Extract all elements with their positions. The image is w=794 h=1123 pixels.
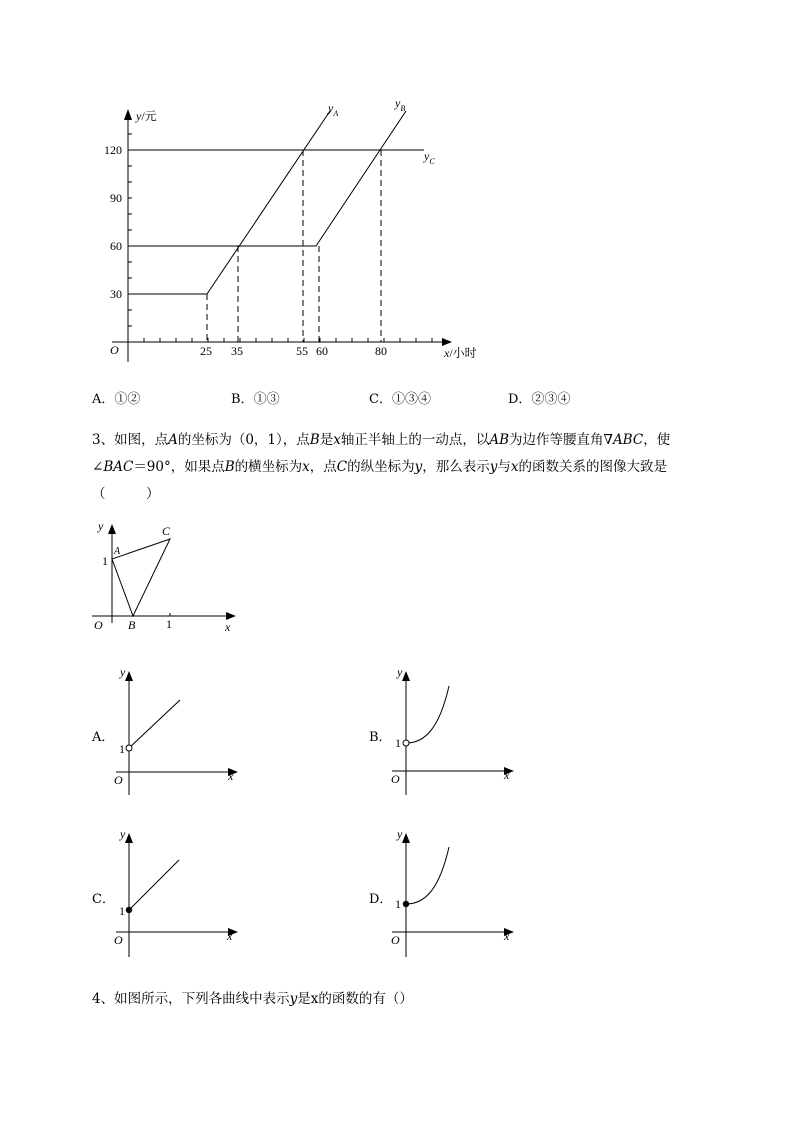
q3-option-a-graph[interactable] xyxy=(108,660,243,795)
cost-function-chart xyxy=(0,0,794,380)
series-ya-label: $y_A$ xyxy=(328,101,339,118)
svg-text:C: C xyxy=(162,524,171,538)
svg-text:x: x xyxy=(228,769,234,783)
q2-option-c[interactable]: C．①③④ xyxy=(369,392,431,407)
y-axis-arrow xyxy=(124,109,132,120)
svg-text:B: B xyxy=(128,618,136,632)
svg-text:O: O xyxy=(391,772,400,786)
q3-option-c-graph[interactable] xyxy=(108,822,243,957)
svg-text:A: A xyxy=(114,546,121,557)
q3-text-line-2: ∠BAC＝90°，如果点B的横坐标为x，点C的纵坐标为y，那么表示y与x的函数关系的图像大致是 xyxy=(92,459,668,475)
filled-dot xyxy=(403,901,409,907)
series-ya-line xyxy=(128,111,330,294)
q3-text-line-1: 3、如图，点A的坐标为（0，1），点B是x轴正半轴上的一动点，以AB为边作等腰直角∇ABC，使 xyxy=(92,432,671,448)
svg-text:O: O xyxy=(114,773,123,787)
q3-triangle-figure xyxy=(80,515,250,637)
svg-text:1: 1 xyxy=(395,897,401,911)
series-yc-label: $y_C$ xyxy=(424,149,435,166)
svg-text:x: x xyxy=(225,620,231,634)
svg-text:O: O xyxy=(94,618,103,632)
x-tick-label: 80 xyxy=(375,344,387,358)
q3-option-d-label[interactable]: D． xyxy=(369,892,393,907)
q3-option-c-label[interactable]: C． xyxy=(92,892,115,907)
svg-text:y: y xyxy=(397,665,403,679)
svg-text:x: x xyxy=(227,929,233,943)
filled-dot xyxy=(126,907,132,913)
svg-text:1: 1 xyxy=(119,904,125,918)
y-tick-label: 30 xyxy=(110,287,122,301)
x-tick-label: 35 xyxy=(231,344,243,358)
q3-option-b-label[interactable]: B． xyxy=(369,730,392,745)
x-tick-label: 55 xyxy=(296,344,308,358)
x-axis-arrow xyxy=(442,338,452,346)
svg-text:y: y xyxy=(98,519,104,533)
open-dot xyxy=(403,740,409,746)
q2-option-a[interactable]: A．①② xyxy=(92,392,141,407)
open-dot xyxy=(126,745,132,751)
svg-text:y: y xyxy=(120,665,126,679)
x-tick-label: 60 xyxy=(316,344,328,358)
y-tick-label: 90 xyxy=(110,191,122,205)
svg-text:1: 1 xyxy=(119,742,125,756)
svg-text:O: O xyxy=(114,933,123,947)
q2-option-d[interactable]: D．②③④ xyxy=(508,392,571,407)
origin-label: O xyxy=(110,343,119,357)
y-axis-label: y/元 xyxy=(136,109,157,123)
q3-option-b-graph[interactable] xyxy=(384,660,519,795)
x-axis-label: x/小时 xyxy=(444,346,477,360)
q2-option-b[interactable]: B．①③ xyxy=(231,392,280,407)
svg-text:y: y xyxy=(397,827,403,841)
y-tick-label: 60 xyxy=(110,239,122,253)
svg-text:x: x xyxy=(504,768,510,782)
q3-answer-blank: （ ） xyxy=(92,486,160,502)
svg-text:O: O xyxy=(391,933,400,947)
svg-text:y: y xyxy=(120,827,126,841)
y-axis-ticks xyxy=(128,134,132,326)
x-tick-label: 25 xyxy=(200,344,212,358)
q3-option-a-label[interactable]: A． xyxy=(92,730,115,745)
y-tick-label: 120 xyxy=(104,143,122,157)
x-axis-ticks xyxy=(144,338,432,342)
series-yb-line xyxy=(128,111,406,246)
series-yb-label: $y_B$ xyxy=(395,96,406,113)
svg-text:1: 1 xyxy=(166,617,172,631)
svg-text:1: 1 xyxy=(102,554,108,568)
q4-text: 4、如图所示，下列各曲线中表示y是x的函数的有（） xyxy=(92,991,413,1007)
triangle-abc xyxy=(112,539,170,616)
svg-text:x: x xyxy=(504,929,510,943)
svg-text:1: 1 xyxy=(395,736,401,750)
q3-option-d-graph[interactable] xyxy=(384,822,519,957)
